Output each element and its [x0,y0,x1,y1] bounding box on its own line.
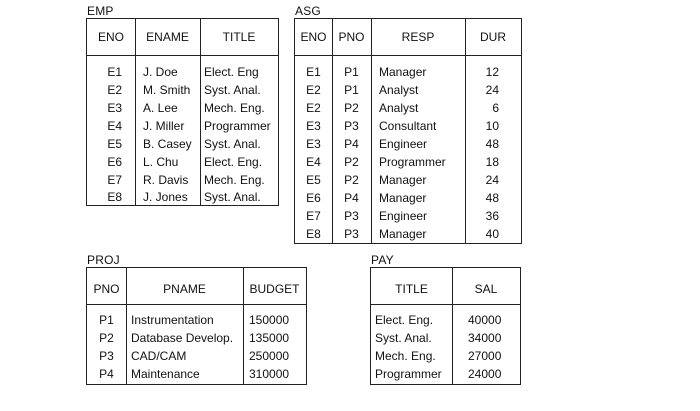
pay-header-sal: SAL [474,282,498,296]
emp-cell-title: Elect. Eng [204,65,259,79]
proj-cell-budget: 150000 [249,313,290,327]
asg-cell-resp: Programmer [379,155,446,169]
asg-cell-pno: P3 [344,227,359,241]
proj-cell-budget: 250000 [249,349,290,363]
asg-cell-eno: E2 [306,83,321,97]
proj-table [86,267,307,385]
asg-header-dur: DUR [480,30,506,44]
emp-cell-ename: J. Miller [143,119,185,133]
proj-cell-budget: 135000 [249,331,290,345]
asg-cell-pno: P1 [344,65,359,79]
asg-cell-resp: Analyst [379,83,419,97]
emp-cell-ename: J. Doe [143,65,178,79]
asg-cell-pno: P2 [344,101,359,115]
asg-cell-pno: P4 [344,191,359,205]
asg-header-resp: RESP [401,30,435,44]
proj-cell-pname: Instrumentation [131,313,214,327]
asg-cell-dur: 40 [485,227,499,241]
emp-cell-eno: E1 [107,65,122,79]
asg-cell-dur: 12 [485,65,499,79]
asg-cell-pno: P3 [344,119,359,133]
asg-cell-eno: E7 [306,209,321,223]
asg-cell-resp: Manager [379,191,427,205]
asg-cell-dur: 24 [485,83,499,97]
asg-cell-dur: 48 [485,191,499,205]
emp-cell-eno: E2 [107,83,122,97]
asg-cell-dur: 24 [485,173,499,187]
emp-cell-title: Mech. Eng. [204,173,265,187]
proj-cell-budget: 310000 [249,367,290,381]
emp-cell-eno: E3 [107,101,122,115]
emp-cell-ename: J. Jones [143,190,188,204]
asg-cell-eno: E6 [306,191,321,205]
asg-cell-resp: Manager [379,65,427,79]
proj-cell-pno: P4 [99,367,114,381]
emp-cell-title: Programmer [204,119,271,133]
asg-cell-resp: Manager [379,227,427,241]
asg-cell-eno: E3 [306,119,321,133]
emp-cell-eno: E4 [107,119,122,133]
proj-cell-pname: Maintenance [131,367,200,381]
proj-header-pname: PNAME [163,282,206,296]
asg-cell-resp: Analyst [379,101,419,115]
emp-cell-ename: R. Davis [143,173,189,187]
emp-cell-eno: E7 [107,173,122,187]
emp-cell-ename: A. Lee [143,101,178,115]
pay-cell-title: Mech. Eng. [375,349,436,363]
proj-cell-pno: P3 [99,349,114,363]
emp-cell-eno: E6 [107,155,122,169]
emp-cell-ename: M. Smith [143,83,191,97]
column-divider [135,19,136,205]
emp-table [86,18,279,206]
asg-cell-resp: Engineer [379,209,428,223]
emp-table-title: EMP [87,4,114,18]
emp-cell-title: Syst. Anal. [204,137,261,151]
pay-header-title: TITLE [395,282,428,296]
asg-cell-dur: 48 [485,137,499,151]
emp-header-eno: ENO [97,30,124,44]
column-divider [200,19,201,205]
proj-cell-pno: P1 [99,313,114,327]
emp-cell-title: Syst. Anal. [204,190,261,204]
emp-header-title: TITLE [222,30,256,44]
emp-cell-ename: B. Casey [143,137,192,151]
pay-cell-title: Programmer [375,367,442,381]
asg-cell-eno: E1 [306,65,321,79]
asg-cell-pno: P1 [344,83,359,97]
asg-cell-eno: E2 [306,101,321,115]
asg-cell-dur: 18 [485,155,499,169]
emp-cell-title: Mech. Eng. [204,101,265,115]
asg-cell-eno: E5 [306,173,321,187]
emp-cell-title: Elect. Eng. [204,155,263,169]
asg-cell-eno: E4 [306,155,321,169]
asg-cell-dur: 10 [485,119,499,133]
asg-cell-eno: E8 [306,227,321,241]
asg-cell-eno: E3 [306,137,321,151]
pay-cell-title: Syst. Anal. [375,331,432,345]
asg-table-title: ASG [295,4,321,18]
proj-cell-pno: P2 [99,331,114,345]
proj-cell-pname: Database Develop. [131,331,234,345]
pay-cell-sal: 40000 [468,313,502,327]
asg-cell-dur: 6 [492,101,499,115]
pay-cell-sal: 34000 [468,331,502,345]
emp-cell-eno: E5 [107,137,122,151]
column-divider [371,19,372,243]
proj-cell-pname: CAD/CAM [131,349,187,363]
asg-cell-resp: Manager [379,173,427,187]
asg-table [294,18,522,244]
asg-cell-resp: Engineer [379,137,428,151]
pay-cell-sal: 27000 [468,349,502,363]
pay-cell-title: Elect. Eng. [375,313,434,327]
emp-header-ename: ENAME [146,30,189,44]
asg-cell-resp: Consultant [379,119,437,133]
asg-cell-dur: 36 [485,209,499,223]
asg-header-eno: ENO [300,30,327,44]
proj-header-pno: PNO [93,282,120,296]
asg-header-pno: PNO [338,30,365,44]
pay-table [370,267,521,385]
asg-cell-pno: P2 [344,155,359,169]
emp-cell-eno: E8 [107,190,122,204]
pay-cell-sal: 24000 [468,367,502,381]
emp-cell-ename: L. Chu [143,155,179,169]
proj-table-title: PROJ [87,253,120,267]
asg-cell-pno: P3 [344,209,359,223]
emp-cell-title: Syst. Anal. [204,83,261,97]
pay-table-title: PAY [371,253,394,267]
asg-cell-pno: P2 [344,173,359,187]
asg-cell-pno: P4 [344,137,359,151]
proj-header-budget: BUDGET [249,282,300,296]
